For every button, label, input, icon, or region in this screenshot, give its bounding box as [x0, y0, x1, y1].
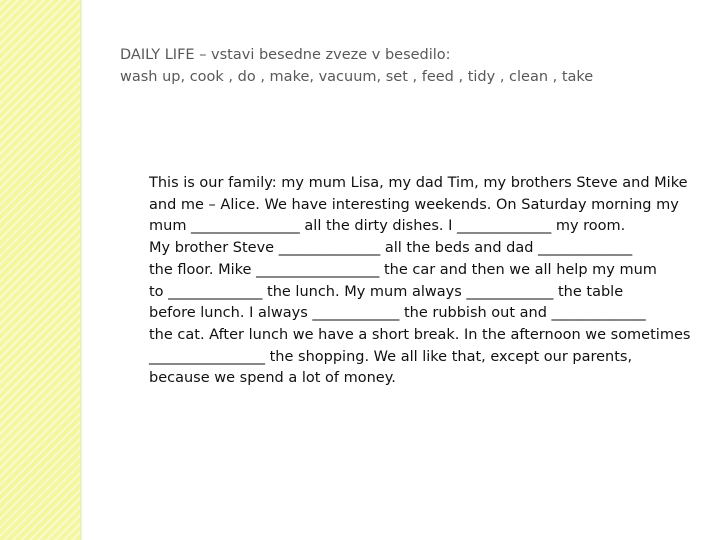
story-line-9: ________________ the shopping. We all like that, except our parents, — [149, 348, 633, 365]
story-line-5: the floor. Mike _________________ the car and then we all help my mum — [149, 261, 657, 278]
story-line-4: My brother Steve ______________ all the beds and dad _____________ — [149, 240, 633, 257]
story-line-8: the cat. After lunch we have a short break. In the afternoon we sometimes — [149, 326, 691, 343]
story-line-2: and me – Alice. We have interesting weekends. On Saturday morning my — [149, 196, 679, 213]
story-line-3: mum _______________ all the dirty dishes. I _____________ my room. — [149, 218, 626, 235]
side-band-edge — [80, 0, 83, 540]
word-bank: wash up, cook , do , make, vacuum, set , feed , tidy , clean , take — [120, 69, 594, 85]
story-line-1: This is our family: my mum Lisa, my dad Tim, my brothers Steve and Mike — [149, 175, 688, 191]
decorative-side-band — [0, 0, 80, 540]
story-line-10: because we spend a lot of money. — [149, 370, 396, 387]
exercise-title: DAILY LIFE – vstavi besedne zveze v besedilo: — [120, 47, 451, 63]
instructions-header — [120, 44, 700, 88]
story-paragraph — [149, 173, 701, 390]
story-line-6: to _____________ the lunch. My mum always ____________ the table — [149, 283, 624, 300]
story-line-7: before lunch. I always ____________ the rubbish out and _____________ — [149, 305, 646, 322]
